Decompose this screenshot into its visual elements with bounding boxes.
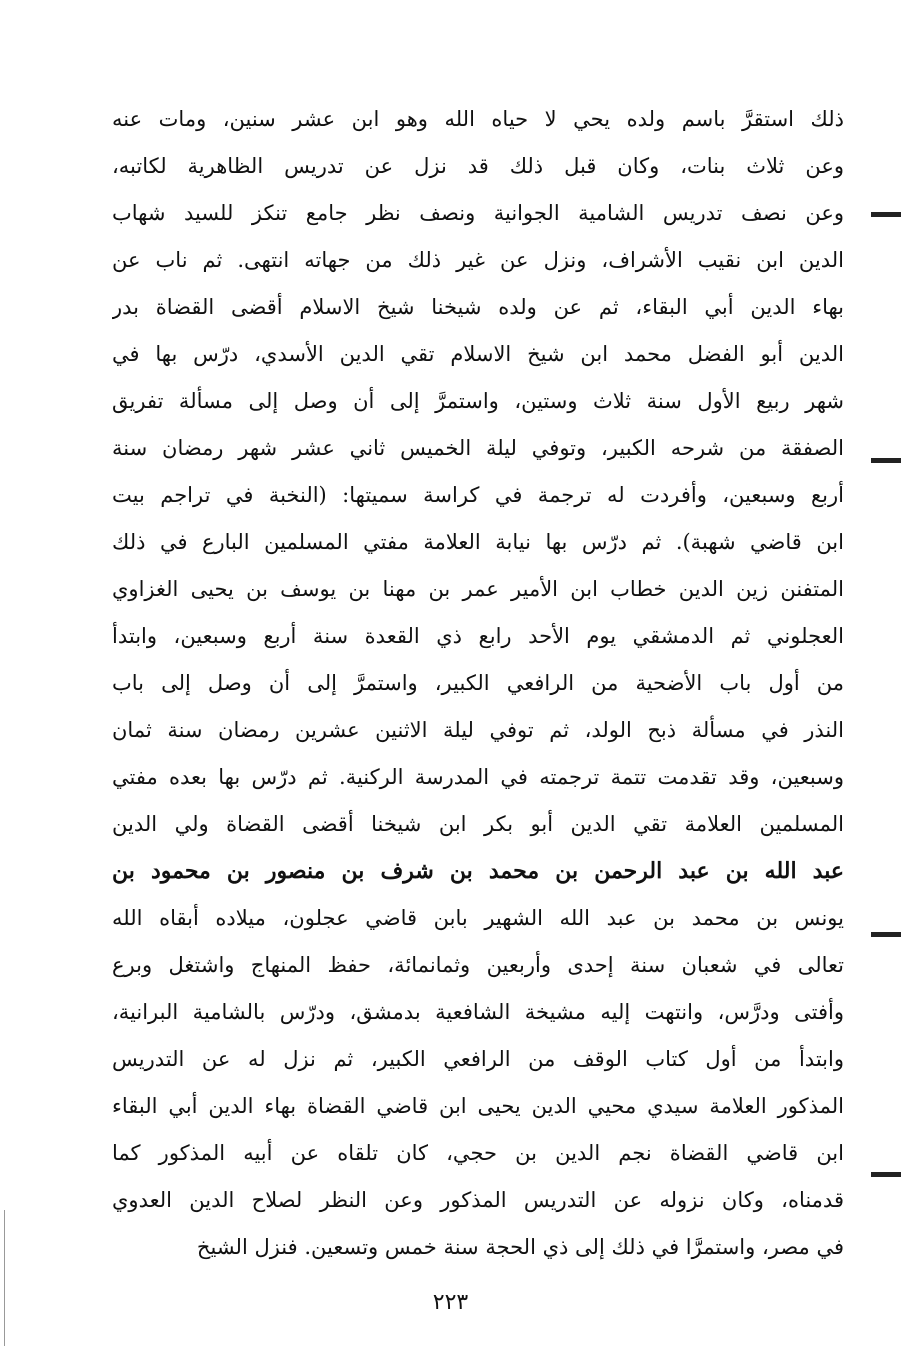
margin-mark (871, 932, 901, 937)
text-line-23: ابن قاضي القضاة نجم الدين بن حجي، كان تلقاه عن أبيه المذكور كما (112, 1141, 844, 1165)
text-line-7: شهر ربيع الأول سنة ثلاث وستين، واستمرَّ إلى أن وصل إلى مسألة تفريق (112, 389, 844, 413)
margin-mark (871, 458, 901, 463)
text-line-10: ابن قاضي شهبة). ثم درّس بها نيابة العلامة مفتي المسلمين البارع في ذلك (112, 530, 844, 554)
text-line-12: العجلوني ثم الدمشقي يوم الأحد رابع ذي القعدة سنة أربع وسبعين، وابتدأ (112, 624, 844, 648)
text-line-11: المتفنن زين الدين خطاب ابن الأمير عمر بن مهنا بن يوسف بن يحيى الغزاوي (112, 577, 844, 601)
margin-mark (871, 1172, 901, 1177)
text-line-5: بهاء الدين أبي البقاء، ثم عن ولده شيخنا شيخ الاسلام أقضى القضاة بدر (112, 295, 844, 319)
text-line-24: قدمناه، وكان نزوله عن التدريس المذكور وعن النظر لصلاح الدين العدوي (112, 1188, 844, 1212)
text-line-15: وسبعين، وقد تقدمت تتمة ترجمته في المدرسة الركنية. ثم درّس بها بعده مفتي (112, 765, 844, 789)
text-line-3: وعن نصف تدريس الشامية الجوانية ونصف نظر جامع تنكز للسيد شهاب (112, 201, 844, 225)
text-line-4: الدين ابن نقيب الأشراف، ونزل عن غير ذلك من جهاته انتهى. ثم ناب عن (112, 248, 844, 272)
text-line-6: الدين أبو الفضل محمد ابن شيخ الاسلام تقي الدين الأسدي، درّس بها في (112, 342, 844, 366)
text-line-18: يونس بن محمد بن عبد الله الشهير بابن قاضي عجلون، ميلاده أبقاه الله (112, 906, 844, 930)
text-line-14: النذر في مسألة ذبح الولد، ثم توفي ليلة الاثنين عشرين رمضان سنة ثمان (112, 718, 844, 742)
text-line-8: الصفقة من شرحه الكبير، وتوفي ليلة الخميس ثاني عشر شهر رمضان سنة (112, 436, 844, 460)
text-line-1: ذلك استقرَّ باسم ولده يحي لا حياه الله وهو ابن عشر سنين، ومات عنه (112, 107, 844, 131)
text-line-9: أربع وسبعين، وأفردت له ترجمة في كراسة سميتها: (النخبة في تراجم بيت (112, 483, 844, 507)
page-number: ٢٢٣ (432, 1290, 469, 1315)
text-line-22: المذكور العلامة سيدي محيي الدين يحيى ابن قاضي القضاة بهاء الدين أبي البقاء (112, 1094, 844, 1118)
text-line-17: عبد الله بن عبد الرحمن بن محمد بن شرف بن منصور بن محمود بن (112, 858, 844, 884)
binding-edge (4, 1210, 5, 1346)
text-line-2: وعن ثلاث بنات، وكان قبل ذلك قد نزل عن تدريس الظاهرية لكاتبه، (112, 154, 844, 178)
text-line-21: وابتدأ من أول كتاب الوقف من الرافعي الكبير، ثم نزل له عن التدريس (112, 1047, 844, 1071)
text-line-20: وأفتى ودرَّس، وانتهت إليه مشيخة الشافعية بدمشق، ودرّس بالشامية البرانية، (112, 1000, 844, 1024)
text-line-13: من أول باب الأضحية من الرافعي الكبير، واستمرَّ إلى أن وصل إلى باب (112, 671, 844, 695)
margin-mark (871, 212, 901, 217)
text-line-25: في مصر، واستمرَّا في ذلك إلى ذي الحجة سنة خمس وتسعين. فنزل الشيخ (196, 1235, 844, 1259)
body-text (112, 96, 844, 1271)
text-line-16: المسلمين العلامة تقي الدين أبو بكر ابن شيخنا أقضى القضاة ولي الدين (112, 812, 844, 836)
text-line-19: تعالى في شعبان سنة إحدى وأربعين وثمانمائة، حفظ المنهاج واشتغل وبرع (112, 953, 844, 977)
